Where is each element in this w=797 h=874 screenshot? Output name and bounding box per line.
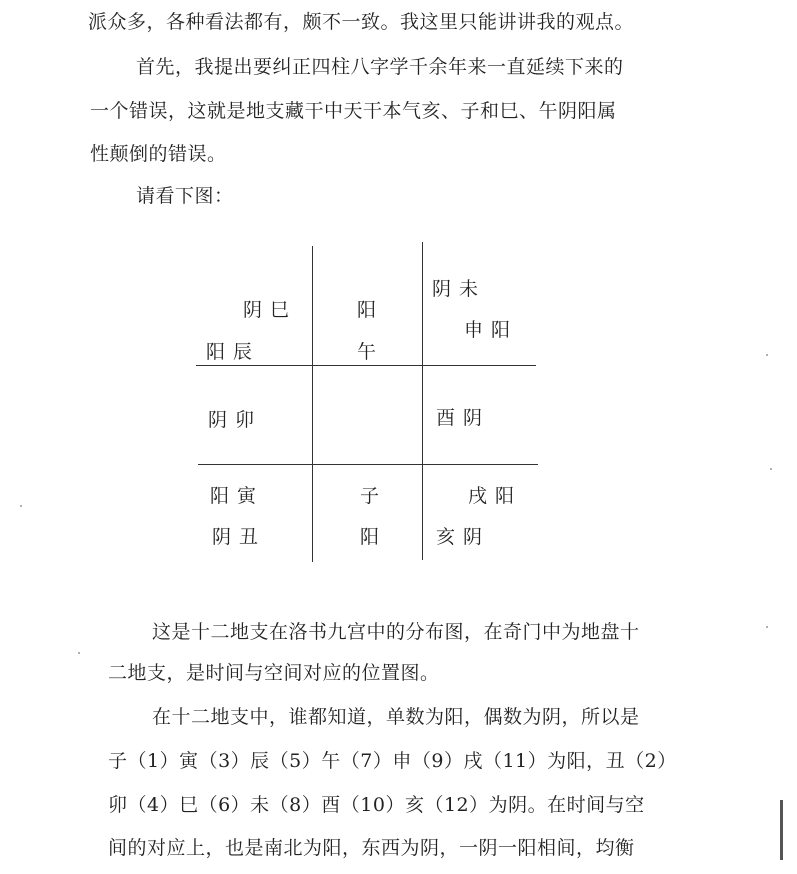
scan-speck bbox=[78, 652, 80, 654]
cell-mid-right: 酉阴 bbox=[436, 407, 491, 429]
text-line: 首先，我提出要纠正四柱八字学千余年来一直延续下来的 bbox=[136, 56, 624, 78]
cell-top-right-upper: 阴未 bbox=[432, 278, 487, 300]
cell-bot-mid-upper: 子 bbox=[360, 485, 388, 507]
text-line: 请看下图： bbox=[136, 185, 234, 207]
cell-top-right-lower: 申阳 bbox=[464, 319, 519, 341]
scan-speck bbox=[770, 468, 772, 470]
text-line: 间的对应上，也是南北为阳，东西为阴，一阴一阳相间，均衡 bbox=[108, 837, 635, 859]
text-line: 卯（4）巳（6）未（8）酉（10）亥（12）为阴。在时间与空 bbox=[108, 794, 645, 816]
cell-mid-left: 阴卯 bbox=[208, 409, 263, 431]
cell-bot-left-upper: 阳寅 bbox=[210, 485, 265, 507]
scan-edge-mark bbox=[780, 800, 783, 860]
text-line: 性颠倒的错误。 bbox=[90, 143, 227, 165]
diagram-vertical-line-right bbox=[422, 242, 423, 560]
cell-top-mid-lower: 午 bbox=[357, 341, 385, 363]
cell-bot-mid-lower: 阳 bbox=[360, 526, 388, 548]
scan-speck bbox=[766, 626, 768, 628]
scan-speck bbox=[20, 505, 22, 507]
text-line: 子（1）寅（3）辰（5）午（7）申（9）戌（11）为阳，丑（2） bbox=[108, 750, 677, 772]
text-line: 这是十二地支在洛书九宫中的分布图，在奇门中为地盘十 bbox=[152, 621, 640, 643]
cell-bot-right-upper: 戌阳 bbox=[468, 485, 523, 507]
text-line: 一个错误，这就是地支藏干中天干本气亥、子和巳、午阴阳属 bbox=[90, 100, 617, 122]
cell-bot-right-lower: 亥阴 bbox=[436, 526, 491, 548]
diagram-horizontal-line-bottom bbox=[198, 464, 538, 465]
cell-top-left-lower: 阳辰 bbox=[206, 341, 261, 363]
cell-top-left-upper: 阴巳 bbox=[243, 299, 298, 321]
diagram-vertical-line-left bbox=[312, 246, 313, 562]
text-line: 二地支，是时间与空间对应的位置图。 bbox=[108, 662, 440, 684]
cell-top-mid-upper: 阳 bbox=[357, 299, 385, 321]
text-line: 派众多，各种看法都有，颇不一致。我这里只能讲讲我的观点。 bbox=[88, 11, 635, 33]
text-line: 在十二地支中，谁都知道，单数为阳，偶数为阴，所以是 bbox=[152, 706, 640, 728]
cell-bot-left-lower: 阴丑 bbox=[212, 526, 267, 548]
diagram-horizontal-line-top bbox=[196, 365, 536, 366]
scan-speck bbox=[766, 354, 768, 356]
